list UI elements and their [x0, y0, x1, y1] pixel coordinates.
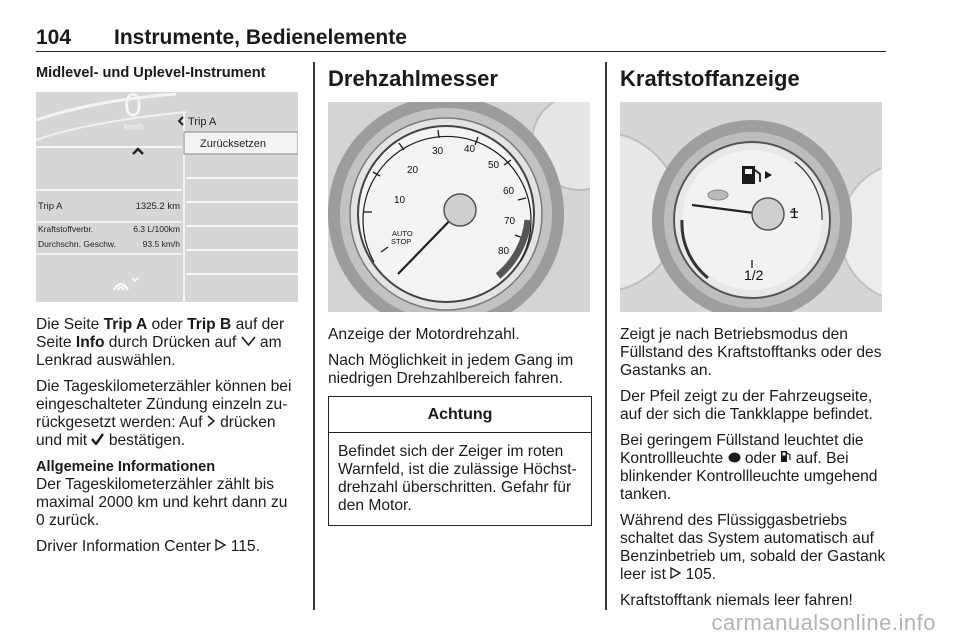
average-speed-value: 93.5 km/h [142, 239, 180, 249]
speed-unit: km/h [124, 122, 144, 132]
reference-arrow-icon [215, 539, 226, 551]
tick-label-10: 10 [394, 195, 406, 206]
paragraph-fuel-arrow: Der Pfeil zeigt zu der Fahrzeugseite, auf der sich die Tankklappe befindet. [620, 388, 873, 423]
column-trip-odometer [36, 64, 300, 564]
column-divider-1 [313, 62, 315, 610]
figure-tachometer [328, 102, 590, 312]
needle-hub [444, 194, 476, 226]
watermark-text: carmanualsonline.info [711, 610, 936, 635]
page-header [36, 26, 886, 52]
fuel-warning-icon [780, 450, 791, 463]
half-label: 1/2 [744, 267, 764, 283]
heading-tachometer: Drehzahlmesser [328, 66, 498, 91]
warning-body: Befindet sich der Zeiger im roten Warnfeld, ist die zulässige Höchstdrehzahl überschritten. Gefahr für den Motor. [338, 443, 577, 514]
tick-label-60: 60 [503, 186, 515, 197]
column-fuel-gauge [620, 64, 886, 618]
paragraph-tacho-advice: Nach Möglichkeit in jedem Gang im niedrigen Drehzahlbereich fahren. [328, 352, 574, 387]
column-divider-2 [605, 62, 607, 610]
warning-box [328, 396, 592, 526]
needle-hub [752, 198, 784, 230]
figure-fuel-gauge [620, 102, 882, 312]
trip-value: 1325.2 km [135, 201, 180, 212]
tick-label-70: 70 [504, 216, 516, 227]
trip-label: Trip A [38, 201, 63, 212]
chevron-right-icon [207, 415, 216, 427]
trip-display-illustration [36, 92, 298, 302]
trip-header-label: Trip A [188, 116, 217, 128]
reference-arrow-icon [670, 567, 681, 579]
average-speed-label: Durchschn. Geschw. [38, 239, 116, 249]
paragraph-tacho-display: Anzeige der Motordrehzahl. [328, 326, 520, 343]
full-label: 1 [790, 205, 799, 222]
paragraph-trip-max: Der Tageskilometerzähler zählt bis maximal 2000 km und kehrt dann zu 0 zurück. [36, 476, 288, 529]
heading-fuel-gauge: Kraftstoffanzeige [620, 66, 800, 91]
tick-label-80: 80 [498, 246, 510, 257]
auto-stop-label-2: STOP [391, 237, 412, 246]
paragraph-trip-reset: Die Tageskilometerzähler können bei eingeschalteter Zündung einzeln zurückgesetzt werden: Auf drücken und mit bestätigen. [36, 378, 292, 449]
auto-stop-label-1: AUTO [392, 229, 413, 238]
paragraph-lpg: Während des Flüssiggasbetriebs schaltet das System automatisch auf Benzinbetrieb um, sobald der Gastank leer ist 105. [620, 512, 886, 583]
subheading-instrument: Midlevel- und Uplevel-Instrument [36, 65, 266, 81]
speed-value: 0 [124, 92, 142, 123]
fuel-consumption-value: 6.3 L/100km [133, 224, 180, 234]
tick-label-30: 30 [432, 146, 444, 157]
lpg-warning-icon [728, 452, 741, 463]
figure-trip-display [36, 92, 298, 302]
paragraph-dic-reference: Driver Information Center 115. [36, 538, 260, 555]
tick-label-50: 50 [488, 160, 500, 171]
fuel-gauge-illustration [620, 102, 882, 312]
lpg-indicator-lamp [708, 190, 728, 200]
paragraph-trip-select: Die Seite Trip A oder Trip B auf der Seite Info durch Drücken auf am Lenkrad auswählen. [36, 316, 285, 369]
tick-label-20: 20 [407, 165, 419, 176]
warning-title: Achtung [329, 397, 591, 433]
fuel-consumption-label: Kraftstoffverbr. [38, 224, 94, 234]
reset-button[interactable]: Zurücksetzen [200, 138, 267, 150]
page-number: 104 [36, 26, 72, 49]
chevron-down-icon [241, 336, 256, 347]
column-tachometer [328, 64, 592, 526]
subheading-general-info: Allgemeine Informationen [36, 459, 216, 475]
paragraph-fuel-level: Zeigt je nach Betriebsmodus den Füllstand des Kraftstofftanks oder des Gastanks an. [620, 326, 882, 379]
checkmark-icon [91, 433, 104, 445]
paragraph-low-fuel: Bei geringem Füllstand leuchtet die Kontrollleuchte oder auf. Bei blinkender Kontrollleuchte umgehend tanken. [620, 432, 878, 503]
tachometer-illustration [328, 102, 590, 312]
page-title: Instrumente, Bedienelemente [114, 26, 407, 49]
tick-label-40: 40 [464, 144, 476, 155]
paragraph-never-empty: Kraftstofftank niemals leer fahren! [620, 592, 853, 609]
